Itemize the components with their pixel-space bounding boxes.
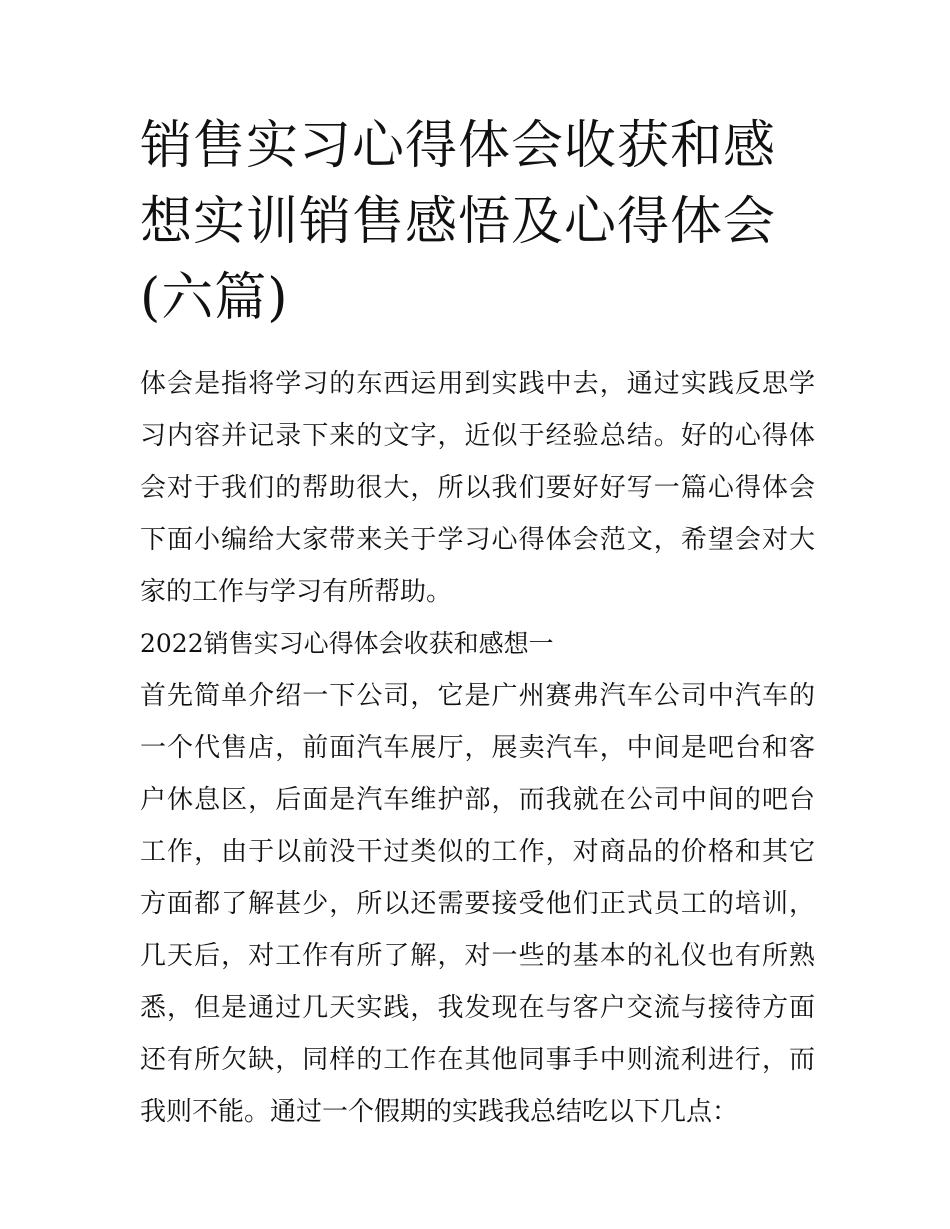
section-heading: 2022销售实习心得体会收获和感想一	[140, 629, 554, 658]
document-page	[140, 108, 815, 1138]
section-body-paragraph: 首先简单介绍一下公司，它是广州赛弗汽车公司中汽车的一个代售店，前面汽车展厅，展卖汽车，中间是吧台和客户休息区，后面是汽车维护部，而我就在公司中间的吧台工作，由于以前没干过类似的工作，对商品的价格和其它方面都了解甚少，所以还需要接受他们正式员工的培训，几天后，对工作有所了解，对一些的基本的礼仪也有所熟悉，但是通过几天实践，我发现在与客户交流与接待方面还有所欠缺，同样的工作在其他同事手中则流利进行，而我则不能。通过一个假期的实践我总结吃以下几点：	[140, 681, 815, 1127]
intro-paragraph: 体会是指将学习的东西运用到实践中去，通过实践反思学习内容并记录下来的文字，近似于经验总结。好的心得体会对于我们的帮助很大，所以我们要好好写一篇心得体会下面小编给大家带来关于学习心得体会范文，希望会对大家的工作与学习有所帮助。	[140, 369, 815, 607]
document-title: 销售实习心得体会收获和感想实训销售感悟及心得体会(六篇)	[140, 116, 777, 328]
